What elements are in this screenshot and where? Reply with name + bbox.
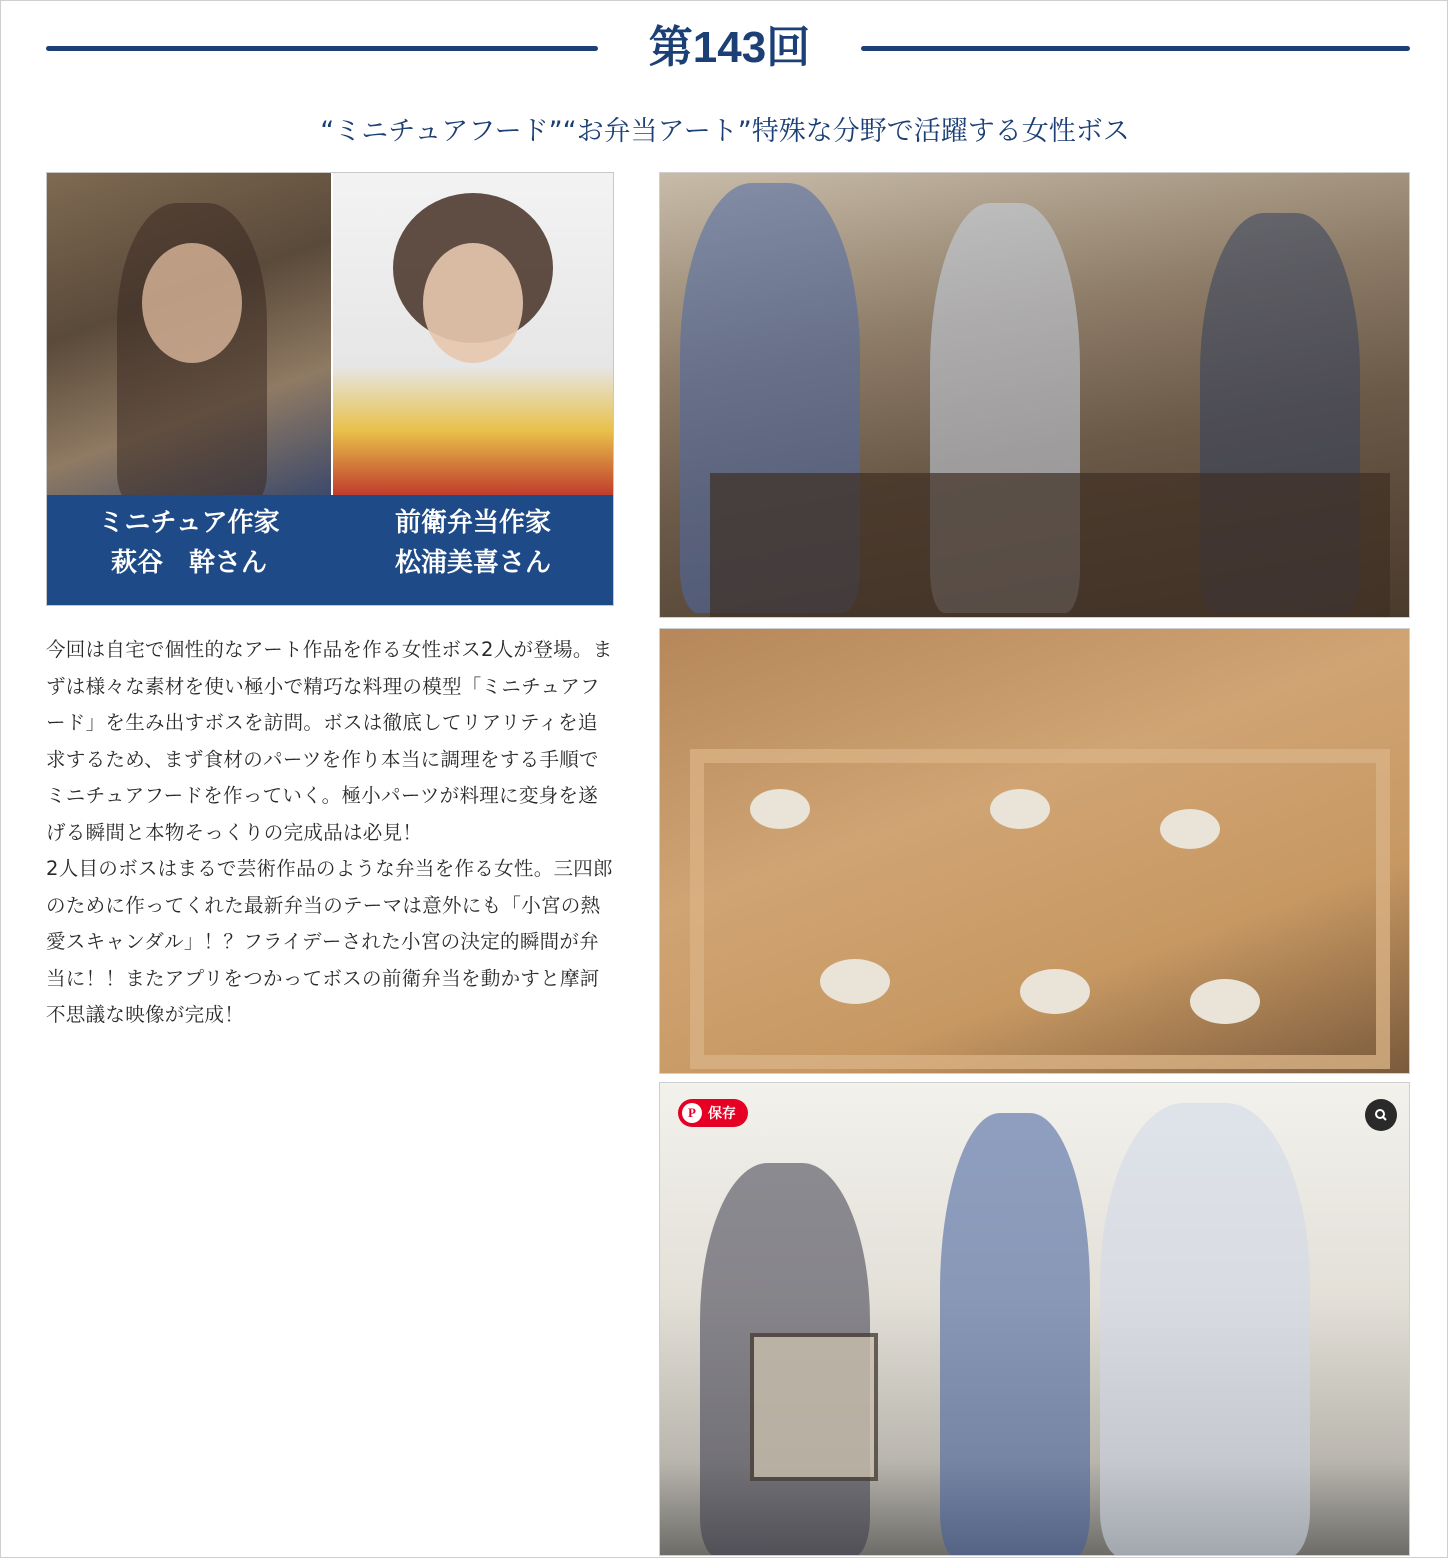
photo-bento-presentation[interactable] — [659, 1082, 1410, 1556]
description-paragraph: 2人目のボスはまるで芸術作品のような弁当を作る女性。三四郎のために作ってくれた最新弁当のテーマは意外にも「小宮の熱愛スキャンダル」！？フライデーされた小宮の決定的瞬間が弁当に！！またアプリをつかってボスの前衛弁当を動かすと摩訶不思議な映像が完成！ — [46, 857, 613, 1026]
cast-name: 松浦美喜さん — [394, 548, 551, 578]
cast-role: ミニチュア作家 — [98, 508, 280, 538]
episode-subtitle: “ミニチュアフード”“お弁当アート”特殊な分野で活躍する女性ボス — [320, 116, 1130, 147]
save-label: 保存 — [708, 1106, 736, 1122]
photo-miniature-food — [659, 628, 1410, 1074]
cast-name: 萩谷 幹さん — [110, 548, 267, 578]
header-rule-right — [861, 46, 1410, 51]
cast-photo-bento-artist — [333, 173, 613, 495]
header-rule-left — [46, 46, 598, 51]
cast-photo-miniature-artist — [47, 173, 331, 495]
episode-header — [46, 20, 1410, 76]
photo-studio-visit — [659, 172, 1410, 618]
cast-label-bento-artist — [331, 503, 615, 583]
description-paragraph: 今回は自宅で個性的なアート作品を作る女性ボス2人が登場。まずは様々な素材を使い極小で精巧な料理の模型「ミニチュアフード」を生み出すボスを訪問。ボスは徹底してリアリティを追求するため、まず食材のパーツを作り本当に調理をする手順でミニチュアフードを作っていく。極小パーツが料理に変身を遂げる瞬間と本物そっくりの完成品は必見！ — [46, 638, 613, 844]
episode-description — [46, 632, 614, 1034]
pinterest-save-button[interactable] — [678, 1099, 748, 1127]
pinterest-icon: P — [682, 1103, 702, 1123]
cast-label-miniature-artist — [47, 503, 331, 583]
episode-title: 第143回 — [648, 23, 811, 72]
visual-search-icon[interactable] — [1365, 1099, 1397, 1131]
cast-panel — [46, 172, 614, 606]
cast-role: 前衛弁当作家 — [394, 508, 551, 538]
